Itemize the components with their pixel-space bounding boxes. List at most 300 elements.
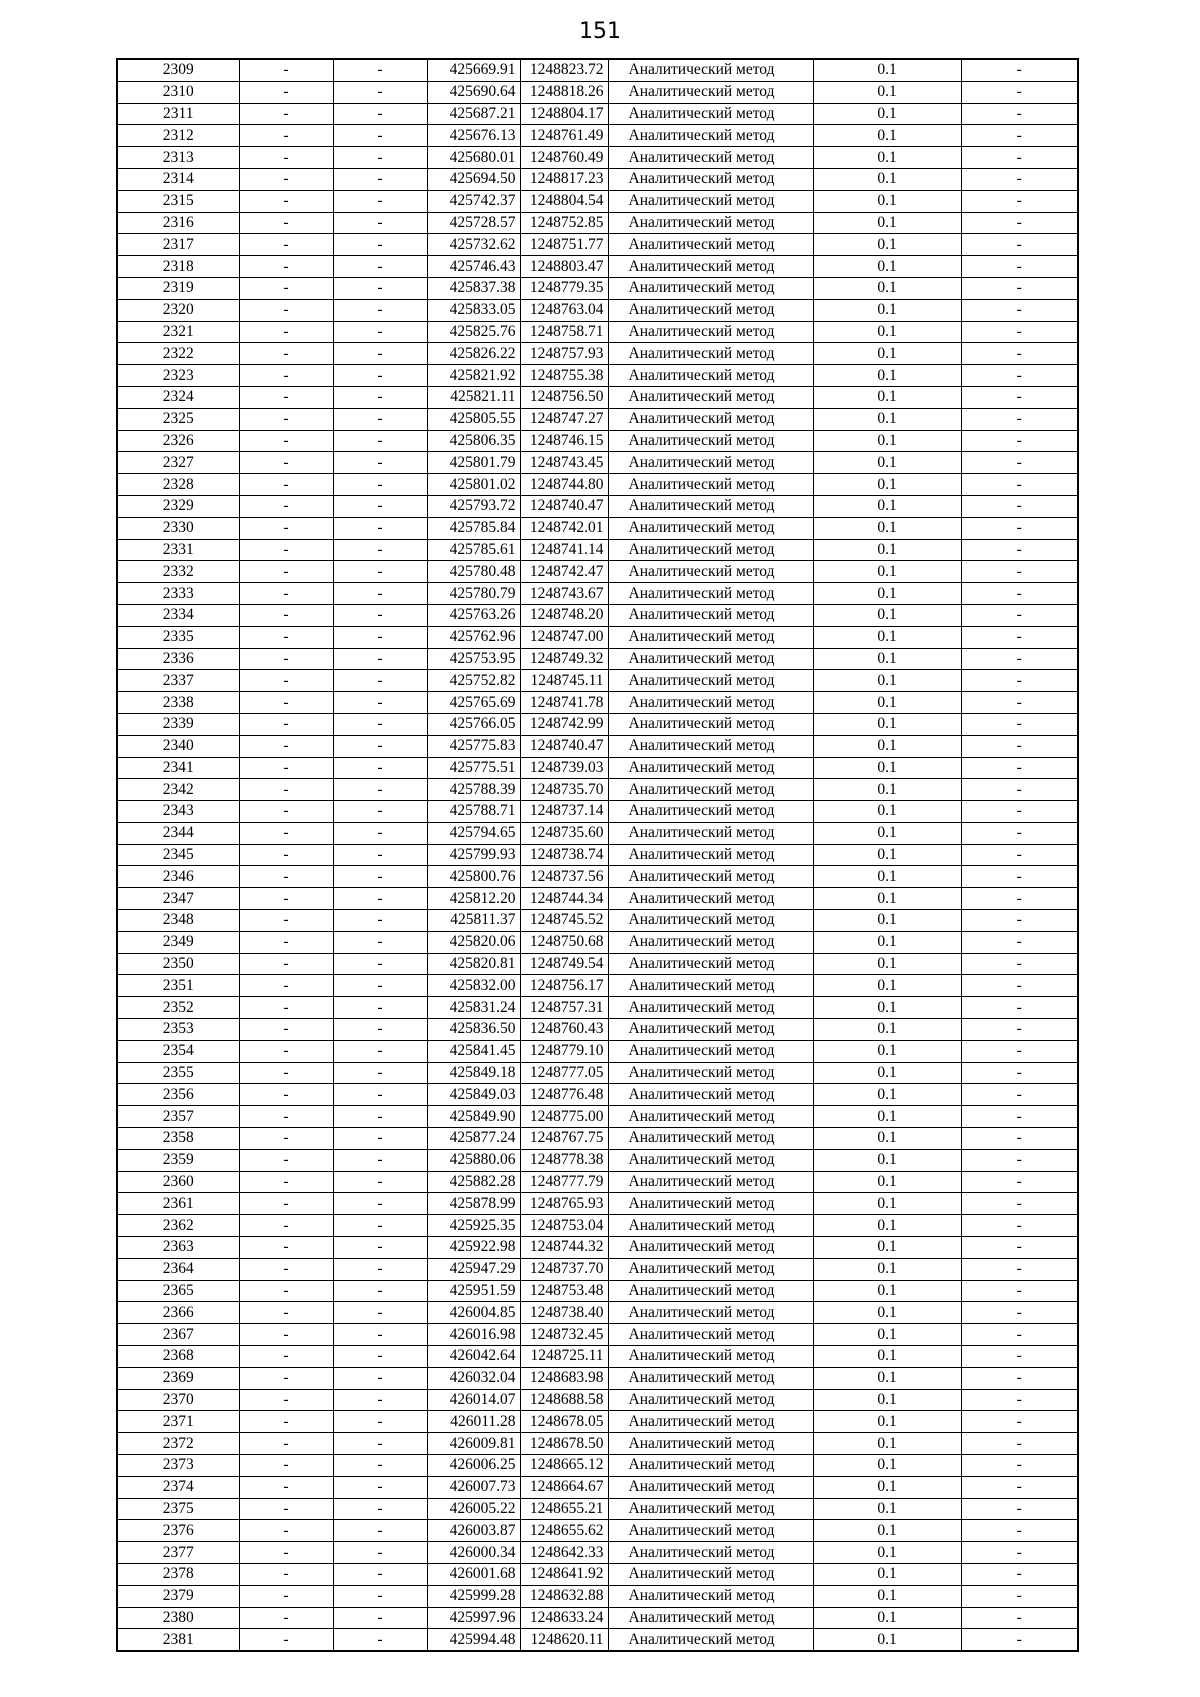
table-row [117, 1498, 1078, 1520]
dash-cell-3: - [961, 1302, 1078, 1324]
table-row [117, 1585, 1078, 1607]
dash-cell-1: - [239, 234, 333, 256]
point-number-cell: 2346 [117, 866, 239, 888]
dash-cell-2: - [333, 81, 427, 103]
dash-cell-1: - [239, 604, 333, 626]
y-coordinate-cell: 1248745.11 [520, 670, 608, 692]
accuracy-cell: 0.1 [813, 1389, 961, 1411]
dash-cell-2: - [333, 1280, 427, 1302]
method-cell: Аналитический метод [608, 1585, 813, 1607]
accuracy-cell: 0.1 [813, 452, 961, 474]
y-coordinate-cell: 1248804.54 [520, 190, 608, 212]
method-cell: Аналитический метод [608, 626, 813, 648]
point-number-cell: 2371 [117, 1411, 239, 1433]
x-coordinate-cell: 425882.28 [427, 1171, 520, 1193]
method-cell: Аналитический метод [608, 1149, 813, 1171]
table-row [117, 822, 1078, 844]
x-coordinate-cell: 425812.20 [427, 888, 520, 910]
accuracy-cell: 0.1 [813, 299, 961, 321]
dash-cell-3: - [961, 757, 1078, 779]
table-row [117, 1171, 1078, 1193]
dash-cell-1: - [239, 822, 333, 844]
y-coordinate-cell: 1248779.35 [520, 277, 608, 299]
point-number-cell: 2354 [117, 1040, 239, 1062]
x-coordinate-cell: 425801.02 [427, 474, 520, 496]
dash-cell-1: - [239, 474, 333, 496]
x-coordinate-cell: 426003.87 [427, 1520, 520, 1542]
dash-cell-3: - [961, 1411, 1078, 1433]
accuracy-cell: 0.1 [813, 343, 961, 365]
accuracy-cell: 0.1 [813, 539, 961, 561]
accuracy-cell: 0.1 [813, 1367, 961, 1389]
dash-cell-1: - [239, 1498, 333, 1520]
table-row [117, 81, 1078, 103]
x-coordinate-cell: 425753.95 [427, 648, 520, 670]
dash-cell-3: - [961, 692, 1078, 714]
accuracy-cell: 0.1 [813, 1520, 961, 1542]
dash-cell-2: - [333, 1258, 427, 1280]
dash-cell-2: - [333, 299, 427, 321]
point-number-cell: 2317 [117, 234, 239, 256]
y-coordinate-cell: 1248753.48 [520, 1280, 608, 1302]
accuracy-cell: 0.1 [813, 561, 961, 583]
dash-cell-3: - [961, 713, 1078, 735]
point-number-cell: 2320 [117, 299, 239, 321]
point-number-cell: 2309 [117, 59, 239, 81]
y-coordinate-cell: 1248763.04 [520, 299, 608, 321]
x-coordinate-cell: 426014.07 [427, 1389, 520, 1411]
dash-cell-2: - [333, 408, 427, 430]
point-number-cell: 2380 [117, 1607, 239, 1629]
dash-cell-1: - [239, 1171, 333, 1193]
dash-cell-2: - [333, 1324, 427, 1346]
point-number-cell: 2330 [117, 517, 239, 539]
method-cell: Аналитический метод [608, 1084, 813, 1106]
dash-cell-2: - [333, 1585, 427, 1607]
x-coordinate-cell: 425999.28 [427, 1585, 520, 1607]
y-coordinate-cell: 1248752.85 [520, 212, 608, 234]
x-coordinate-cell: 425788.71 [427, 801, 520, 823]
x-coordinate-cell: 425775.51 [427, 757, 520, 779]
method-cell: Аналитический метод [608, 277, 813, 299]
accuracy-cell: 0.1 [813, 1171, 961, 1193]
dash-cell-3: - [961, 1563, 1078, 1585]
x-coordinate-cell: 425806.35 [427, 430, 520, 452]
dash-cell-1: - [239, 539, 333, 561]
x-coordinate-cell: 425728.57 [427, 212, 520, 234]
dash-cell-3: - [961, 81, 1078, 103]
table-row [117, 757, 1078, 779]
point-number-cell: 2355 [117, 1062, 239, 1084]
method-cell: Аналитический метод [608, 1193, 813, 1215]
method-cell: Аналитический метод [608, 81, 813, 103]
method-cell: Аналитический метод [608, 1629, 813, 1651]
point-number-cell: 2331 [117, 539, 239, 561]
method-cell: Аналитический метод [608, 299, 813, 321]
coordinates-table [116, 58, 1079, 1652]
dash-cell-3: - [961, 1258, 1078, 1280]
table-row [117, 648, 1078, 670]
method-cell: Аналитический метод [608, 1128, 813, 1150]
point-number-cell: 2357 [117, 1106, 239, 1128]
y-coordinate-cell: 1248767.75 [520, 1128, 608, 1150]
point-number-cell: 2379 [117, 1585, 239, 1607]
dash-cell-1: - [239, 1455, 333, 1477]
point-number-cell: 2359 [117, 1149, 239, 1171]
accuracy-cell: 0.1 [813, 779, 961, 801]
y-coordinate-cell: 1248688.58 [520, 1389, 608, 1411]
dash-cell-1: - [239, 1106, 333, 1128]
point-number-cell: 2333 [117, 583, 239, 605]
accuracy-cell: 0.1 [813, 1411, 961, 1433]
x-coordinate-cell: 425763.26 [427, 604, 520, 626]
x-coordinate-cell: 425680.01 [427, 147, 520, 169]
method-cell: Аналитический метод [608, 975, 813, 997]
dash-cell-2: - [333, 1062, 427, 1084]
method-cell: Аналитический метод [608, 648, 813, 670]
point-number-cell: 2360 [117, 1171, 239, 1193]
accuracy-cell: 0.1 [813, 59, 961, 81]
accuracy-cell: 0.1 [813, 277, 961, 299]
accuracy-cell: 0.1 [813, 953, 961, 975]
point-number-cell: 2347 [117, 888, 239, 910]
y-coordinate-cell: 1248725.11 [520, 1346, 608, 1368]
dash-cell-2: - [333, 103, 427, 125]
dash-cell-3: - [961, 1455, 1078, 1477]
method-cell: Аналитический метод [608, 1346, 813, 1368]
accuracy-cell: 0.1 [813, 888, 961, 910]
x-coordinate-cell: 425746.43 [427, 256, 520, 278]
accuracy-cell: 0.1 [813, 757, 961, 779]
method-cell: Аналитический метод [608, 1062, 813, 1084]
point-number-cell: 2323 [117, 365, 239, 387]
dash-cell-2: - [333, 1106, 427, 1128]
y-coordinate-cell: 1248744.80 [520, 474, 608, 496]
y-coordinate-cell: 1248678.05 [520, 1411, 608, 1433]
y-coordinate-cell: 1248683.98 [520, 1367, 608, 1389]
method-cell: Аналитический метод [608, 234, 813, 256]
dash-cell-3: - [961, 1607, 1078, 1629]
dash-cell-3: - [961, 779, 1078, 801]
accuracy-cell: 0.1 [813, 321, 961, 343]
dash-cell-2: - [333, 365, 427, 387]
y-coordinate-cell: 1248740.47 [520, 495, 608, 517]
dash-cell-3: - [961, 299, 1078, 321]
dash-cell-1: - [239, 1237, 333, 1259]
table-row [117, 1302, 1078, 1324]
table-row [117, 212, 1078, 234]
dash-cell-3: - [961, 604, 1078, 626]
dash-cell-1: - [239, 125, 333, 147]
dash-cell-1: - [239, 517, 333, 539]
accuracy-cell: 0.1 [813, 103, 961, 125]
x-coordinate-cell: 425825.76 [427, 321, 520, 343]
method-cell: Аналитический метод [608, 190, 813, 212]
dash-cell-3: - [961, 1324, 1078, 1346]
table-row [117, 168, 1078, 190]
dash-cell-2: - [333, 1563, 427, 1585]
dash-cell-1: - [239, 910, 333, 932]
dash-cell-2: - [333, 386, 427, 408]
table-row [117, 539, 1078, 561]
method-cell: Аналитический метод [608, 408, 813, 430]
point-number-cell: 2343 [117, 801, 239, 823]
y-coordinate-cell: 1248737.56 [520, 866, 608, 888]
dash-cell-1: - [239, 997, 333, 1019]
method-cell: Аналитический метод [608, 59, 813, 81]
method-cell: Аналитический метод [608, 1171, 813, 1193]
dash-cell-1: - [239, 1563, 333, 1585]
point-number-cell: 2336 [117, 648, 239, 670]
method-cell: Аналитический метод [608, 997, 813, 1019]
dash-cell-2: - [333, 997, 427, 1019]
point-number-cell: 2327 [117, 452, 239, 474]
dash-cell-3: - [961, 474, 1078, 496]
dash-cell-2: - [333, 866, 427, 888]
dash-cell-2: - [333, 583, 427, 605]
dash-cell-3: - [961, 561, 1078, 583]
dash-cell-2: - [333, 539, 427, 561]
table-row [117, 1062, 1078, 1084]
x-coordinate-cell: 425826.22 [427, 343, 520, 365]
page-number: 151 [579, 19, 621, 44]
x-coordinate-cell: 426032.04 [427, 1367, 520, 1389]
x-coordinate-cell: 425837.38 [427, 277, 520, 299]
table-row [117, 147, 1078, 169]
dash-cell-1: - [239, 343, 333, 365]
table-row [117, 495, 1078, 517]
point-number-cell: 2377 [117, 1542, 239, 1564]
accuracy-cell: 0.1 [813, 735, 961, 757]
table-row [117, 844, 1078, 866]
dash-cell-1: - [239, 975, 333, 997]
table-row [117, 234, 1078, 256]
accuracy-cell: 0.1 [813, 1629, 961, 1651]
method-cell: Аналитический метод [608, 822, 813, 844]
y-coordinate-cell: 1248758.71 [520, 321, 608, 343]
accuracy-cell: 0.1 [813, 408, 961, 430]
accuracy-cell: 0.1 [813, 365, 961, 387]
y-coordinate-cell: 1248665.12 [520, 1455, 608, 1477]
y-coordinate-cell: 1248748.20 [520, 604, 608, 626]
accuracy-cell: 0.1 [813, 801, 961, 823]
dash-cell-2: - [333, 1019, 427, 1041]
method-cell: Аналитический метод [608, 844, 813, 866]
point-number-cell: 2372 [117, 1433, 239, 1455]
dash-cell-1: - [239, 670, 333, 692]
point-number-cell: 2369 [117, 1367, 239, 1389]
x-coordinate-cell: 425820.06 [427, 931, 520, 953]
dash-cell-2: - [333, 1498, 427, 1520]
x-coordinate-cell: 426009.81 [427, 1433, 520, 1455]
dash-cell-1: - [239, 1324, 333, 1346]
dash-cell-2: - [333, 212, 427, 234]
y-coordinate-cell: 1248776.48 [520, 1084, 608, 1106]
accuracy-cell: 0.1 [813, 1084, 961, 1106]
y-coordinate-cell: 1248818.26 [520, 81, 608, 103]
point-number-cell: 2315 [117, 190, 239, 212]
dash-cell-3: - [961, 583, 1078, 605]
point-number-cell: 2366 [117, 1302, 239, 1324]
dash-cell-1: - [239, 1215, 333, 1237]
accuracy-cell: 0.1 [813, 495, 961, 517]
table-row [117, 866, 1078, 888]
y-coordinate-cell: 1248742.47 [520, 561, 608, 583]
accuracy-cell: 0.1 [813, 1062, 961, 1084]
method-cell: Аналитический метод [608, 386, 813, 408]
x-coordinate-cell: 425994.48 [427, 1629, 520, 1651]
y-coordinate-cell: 1248743.45 [520, 452, 608, 474]
accuracy-cell: 0.1 [813, 1040, 961, 1062]
y-coordinate-cell: 1248760.43 [520, 1019, 608, 1041]
y-coordinate-cell: 1248817.23 [520, 168, 608, 190]
table-row [117, 125, 1078, 147]
method-cell: Аналитический метод [608, 1367, 813, 1389]
method-cell: Аналитический метод [608, 931, 813, 953]
table-row [117, 997, 1078, 1019]
table-row [117, 474, 1078, 496]
point-number-cell: 2321 [117, 321, 239, 343]
dash-cell-1: - [239, 277, 333, 299]
dash-cell-1: - [239, 1367, 333, 1389]
method-cell: Аналитический метод [608, 670, 813, 692]
dash-cell-2: - [333, 1433, 427, 1455]
dash-cell-2: - [333, 670, 427, 692]
method-cell: Аналитический метод [608, 517, 813, 539]
y-coordinate-cell: 1248745.52 [520, 910, 608, 932]
dash-cell-3: - [961, 1585, 1078, 1607]
accuracy-cell: 0.1 [813, 1455, 961, 1477]
dash-cell-3: - [961, 822, 1078, 844]
table-row [117, 1433, 1078, 1455]
dash-cell-3: - [961, 1367, 1078, 1389]
table-row [117, 1367, 1078, 1389]
dash-cell-3: - [961, 1149, 1078, 1171]
y-coordinate-cell: 1248756.17 [520, 975, 608, 997]
point-number-cell: 2374 [117, 1476, 239, 1498]
dash-cell-1: - [239, 1520, 333, 1542]
method-cell: Аналитический метод [608, 147, 813, 169]
y-coordinate-cell: 1248755.38 [520, 365, 608, 387]
dash-cell-2: - [333, 561, 427, 583]
accuracy-cell: 0.1 [813, 670, 961, 692]
dash-cell-2: - [333, 844, 427, 866]
x-coordinate-cell: 425694.50 [427, 168, 520, 190]
dash-cell-2: - [333, 1040, 427, 1062]
point-number-cell: 2344 [117, 822, 239, 844]
dash-cell-2: - [333, 343, 427, 365]
accuracy-cell: 0.1 [813, 1237, 961, 1259]
dash-cell-3: - [961, 1629, 1078, 1651]
x-coordinate-cell: 425785.84 [427, 517, 520, 539]
table-row [117, 343, 1078, 365]
point-number-cell: 2324 [117, 386, 239, 408]
point-number-cell: 2370 [117, 1389, 239, 1411]
dash-cell-3: - [961, 365, 1078, 387]
point-number-cell: 2373 [117, 1455, 239, 1477]
dash-cell-2: - [333, 1237, 427, 1259]
dash-cell-3: - [961, 1215, 1078, 1237]
dash-cell-3: - [961, 844, 1078, 866]
method-cell: Аналитический метод [608, 1019, 813, 1041]
point-number-cell: 2365 [117, 1280, 239, 1302]
dash-cell-3: - [961, 866, 1078, 888]
y-coordinate-cell: 1248739.03 [520, 757, 608, 779]
point-number-cell: 2316 [117, 212, 239, 234]
dash-cell-2: - [333, 953, 427, 975]
point-number-cell: 2361 [117, 1193, 239, 1215]
dash-cell-2: - [333, 1171, 427, 1193]
accuracy-cell: 0.1 [813, 1193, 961, 1215]
method-cell: Аналитический метод [608, 1563, 813, 1585]
dash-cell-1: - [239, 1389, 333, 1411]
table-row [117, 190, 1078, 212]
y-coordinate-cell: 1248778.38 [520, 1149, 608, 1171]
dash-cell-2: - [333, 604, 427, 626]
dash-cell-3: - [961, 910, 1078, 932]
dash-cell-1: - [239, 430, 333, 452]
y-coordinate-cell: 1248757.93 [520, 343, 608, 365]
y-coordinate-cell: 1248738.40 [520, 1302, 608, 1324]
y-coordinate-cell: 1248804.17 [520, 103, 608, 125]
dash-cell-1: - [239, 757, 333, 779]
x-coordinate-cell: 425805.55 [427, 408, 520, 430]
y-coordinate-cell: 1248737.70 [520, 1258, 608, 1280]
accuracy-cell: 0.1 [813, 125, 961, 147]
dash-cell-1: - [239, 844, 333, 866]
method-cell: Аналитический метод [608, 256, 813, 278]
method-cell: Аналитический метод [608, 1106, 813, 1128]
accuracy-cell: 0.1 [813, 386, 961, 408]
table-row [117, 713, 1078, 735]
dash-cell-1: - [239, 1302, 333, 1324]
accuracy-cell: 0.1 [813, 1128, 961, 1150]
dash-cell-2: - [333, 1367, 427, 1389]
method-cell: Аналитический метод [608, 1542, 813, 1564]
y-coordinate-cell: 1248741.78 [520, 692, 608, 714]
accuracy-cell: 0.1 [813, 168, 961, 190]
dash-cell-2: - [333, 59, 427, 81]
dash-cell-1: - [239, 190, 333, 212]
dash-cell-2: - [333, 1455, 427, 1477]
x-coordinate-cell: 425780.79 [427, 583, 520, 605]
dash-cell-3: - [961, 168, 1078, 190]
dash-cell-2: - [333, 256, 427, 278]
dash-cell-1: - [239, 953, 333, 975]
accuracy-cell: 0.1 [813, 1607, 961, 1629]
x-coordinate-cell: 426005.22 [427, 1498, 520, 1520]
accuracy-cell: 0.1 [813, 626, 961, 648]
accuracy-cell: 0.1 [813, 1498, 961, 1520]
table-row [117, 1563, 1078, 1585]
point-number-cell: 2339 [117, 713, 239, 735]
method-cell: Аналитический метод [608, 1280, 813, 1302]
dash-cell-3: - [961, 1040, 1078, 1062]
table-row [117, 299, 1078, 321]
x-coordinate-cell: 426000.34 [427, 1542, 520, 1564]
dash-cell-1: - [239, 1433, 333, 1455]
x-coordinate-cell: 425732.62 [427, 234, 520, 256]
y-coordinate-cell: 1248753.04 [520, 1215, 608, 1237]
y-coordinate-cell: 1248632.88 [520, 1585, 608, 1607]
accuracy-cell: 0.1 [813, 997, 961, 1019]
x-coordinate-cell: 426011.28 [427, 1411, 520, 1433]
dash-cell-3: - [961, 1542, 1078, 1564]
x-coordinate-cell: 426006.25 [427, 1455, 520, 1477]
table-row [117, 561, 1078, 583]
x-coordinate-cell: 425762.96 [427, 626, 520, 648]
y-coordinate-cell: 1248678.50 [520, 1433, 608, 1455]
